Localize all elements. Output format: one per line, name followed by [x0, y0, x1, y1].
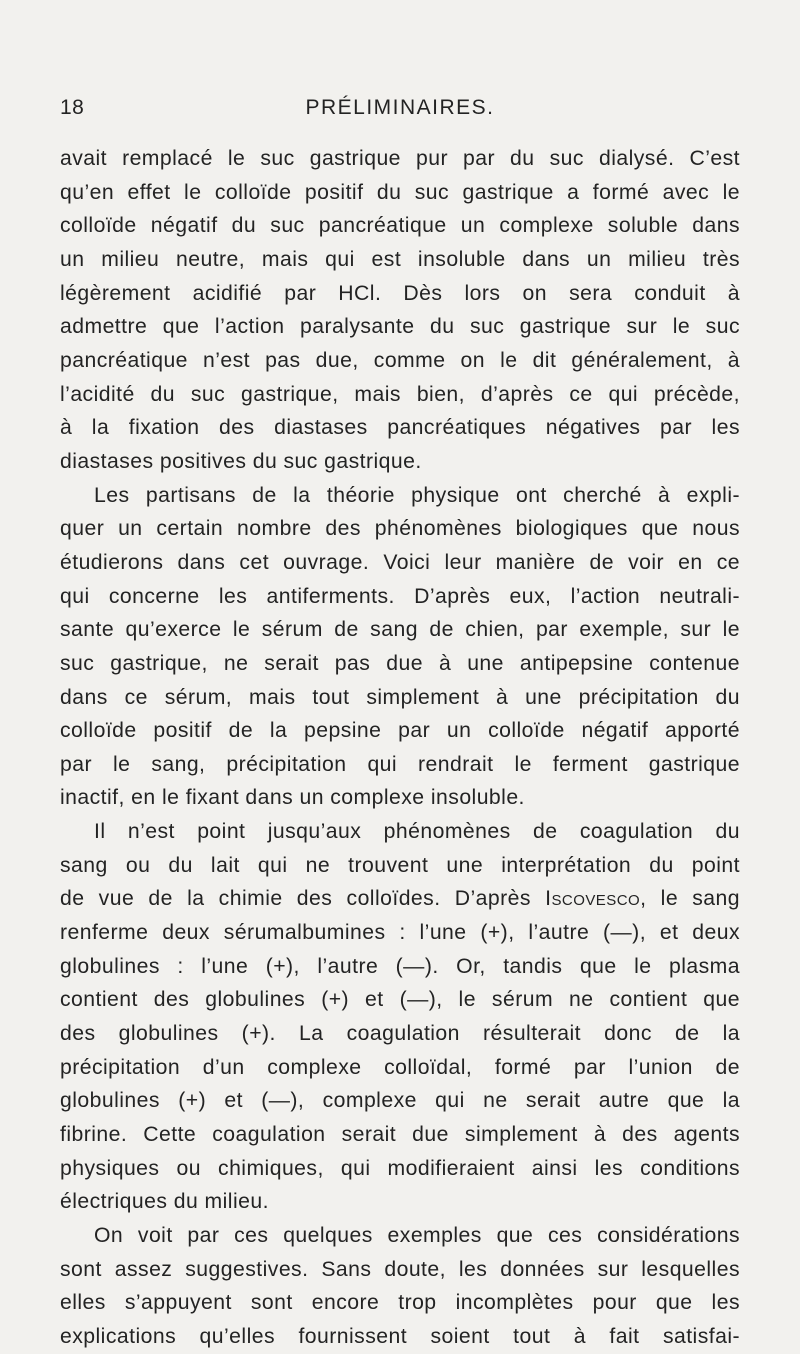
paragraph [60, 142, 740, 479]
text-line: colloïde positif de la pepsine par un colloïde négatif apporté [60, 719, 740, 743]
text-line: physiques ou chimiques, qui modifieraient ainsi les conditions [60, 1156, 740, 1180]
text-line: admettre que l’action paralysante du suc gastrique sur le suc [60, 315, 740, 339]
text-line: avait remplacé le suc gastrique pur par du suc dialysé. C’est [60, 147, 740, 170]
text-line: par le sang, précipitation qui rendrait le ferment gastrique [60, 752, 740, 776]
text-line: l’acidité du suc gastrique, mais bien, d’après ce qui précède, [60, 382, 740, 406]
text-line: étudierons dans cet ouvrage. Voici leur manière de voir en ce [60, 550, 740, 574]
text-line: diastases positives du suc gastrique. [60, 449, 422, 473]
text-line: pancréatique n’est pas due, comme on le dit généralement, à [60, 348, 740, 372]
text-line: elles s’appuyent sont encore trop incomplètes pour que les [60, 1291, 740, 1315]
text-line: contient des globulines (+) et (—), le sérum ne contient que [60, 988, 740, 1012]
text-line: On voit par ces quelques exemples que ces considérations [94, 1224, 740, 1247]
text-line: colloïde négatif du suc pancréatique un complexe soluble dans [60, 214, 740, 238]
paragraph [60, 1219, 740, 1354]
text-line-end: , le sang [640, 887, 741, 911]
text-line: des globulines (+). La coagulation résulterait donc de la [60, 1022, 740, 1046]
text-line: fibrine. Cette coagulation serait due simplement à des agents [60, 1123, 740, 1147]
author-name: Iscovesco [545, 887, 641, 911]
text-line: dans ce sérum, mais tout simplement à une précipitation du [60, 685, 740, 709]
text-line [60, 882, 740, 916]
text-line: à la fixation des diastases pancréatiques négatives par les [60, 416, 740, 440]
page-header [60, 96, 740, 128]
text-line: quer un certain nombre des phénomènes biologiques que nous [60, 517, 740, 541]
page-number: 18 [60, 96, 85, 119]
text-line: sont assez suggestives. Sans doute, les données sur lesquelles [60, 1257, 740, 1281]
text-line: précipitation d’un complexe colloïdal, formé par l’union de [60, 1055, 740, 1079]
paragraph [60, 479, 740, 816]
text-line: sante qu’exerce le sérum de sang de chien, par exemple, sur le [60, 618, 740, 642]
text-line: globulines (+) et (—), complexe qui ne serait autre que la [60, 1089, 740, 1113]
text-line: un milieu neutre, mais qui est insoluble dans un milieu très [60, 247, 740, 271]
text-line: Les partisans de la théorie physique ont cherché à expli- [94, 483, 740, 507]
text-line: qui concerne les antiferments. D’après eux, l’action neutrali- [60, 584, 740, 608]
text-line: inactif, en le fixant dans un complexe insoluble. [60, 786, 525, 810]
text-line: explications qu’elles fournissent soient tout à fait satisfai- [60, 1324, 740, 1348]
paragraph [60, 815, 740, 1219]
text-line: électriques du milieu. [60, 1190, 269, 1214]
text-line: Il n’est point jusqu’aux phénomènes de coagulation du [94, 820, 740, 844]
text-line-start: de vue de la chimie des colloïdes. D’après [60, 887, 531, 911]
text-line: globulines : l’une (+), l’autre (—). Or, tandis que le plasma [60, 954, 740, 978]
text-line: renferme deux sérumalbumines : l’une (+), l’autre (—), et deux [60, 921, 740, 945]
text-line: sang ou du lait qui ne trouvent une interprétation du point [60, 853, 740, 877]
text-line: légèrement acidifié par HCl. Dès lors on sera conduit à [60, 281, 740, 305]
body-text [60, 142, 740, 1354]
running-title: PRÉLIMINAIRES. [305, 96, 495, 119]
text-line: suc gastrique, ne serait pas due à une antipepsine contenue [60, 651, 740, 675]
text-line: qu’en effet le colloïde positif du suc gastrique a formé avec le [60, 180, 740, 204]
